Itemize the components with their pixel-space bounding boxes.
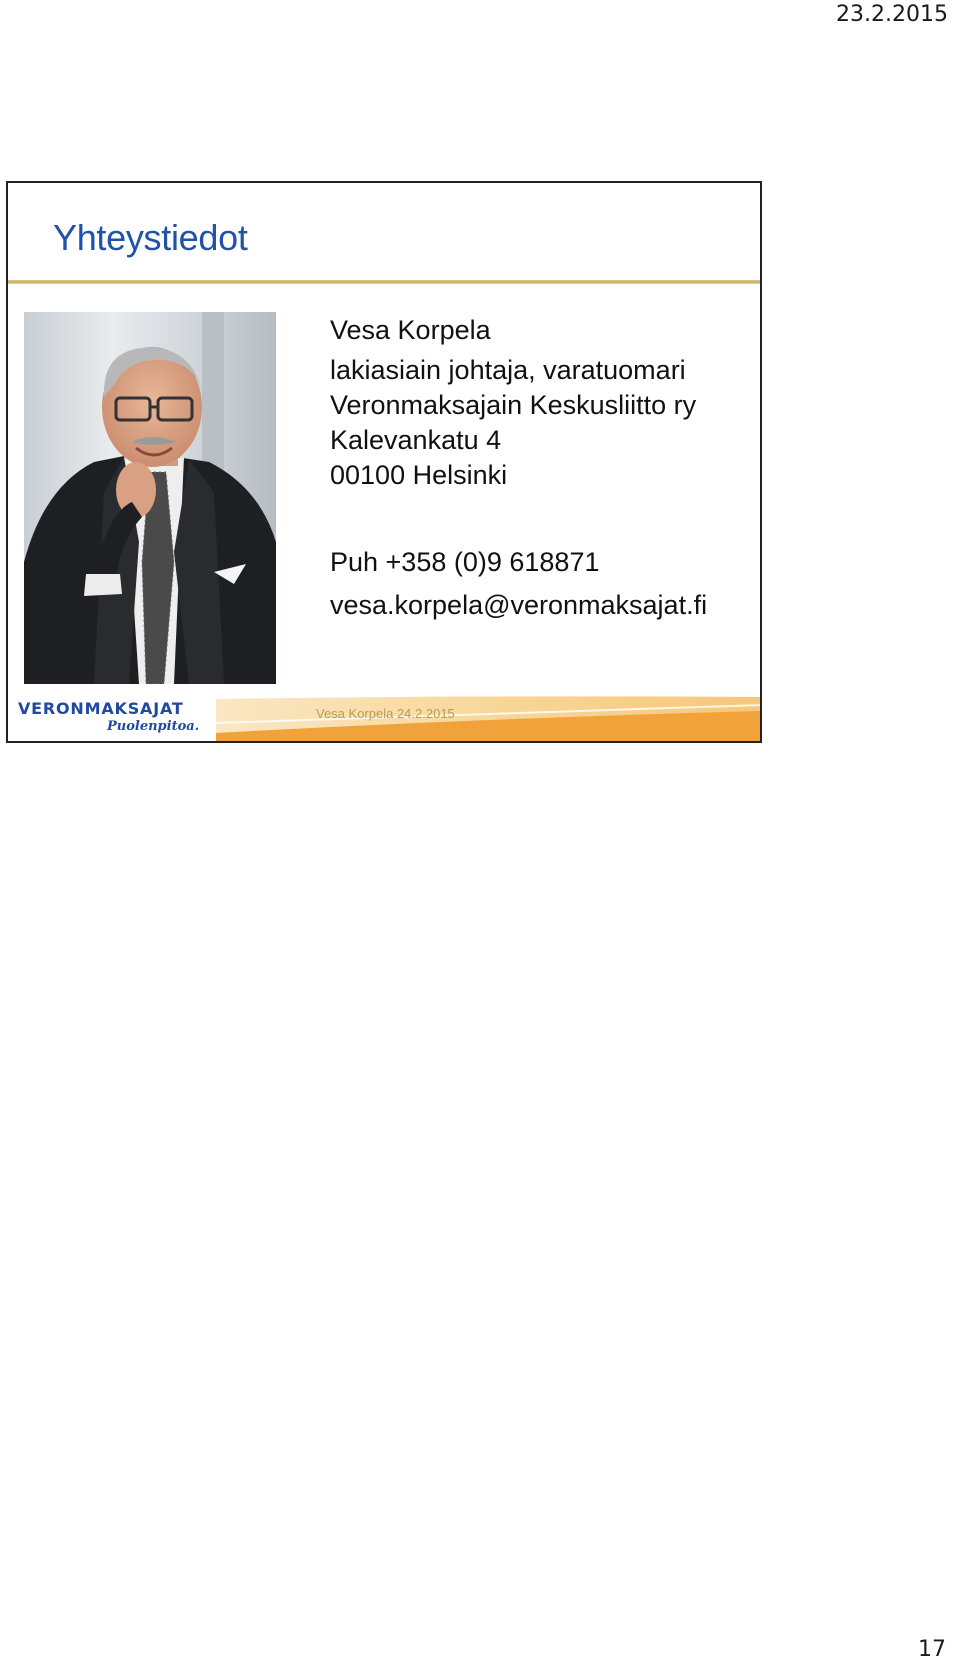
contact-email: vesa.korpela@veronmaksajat.fi — [330, 590, 708, 620]
veronmaksajat-logo — [18, 699, 208, 734]
contact-phone: Puh +358 (0)9 618871 — [330, 547, 600, 577]
contact-city: 00100 Helsinki — [330, 460, 508, 490]
logo-slogan: Puolenpitoa. — [107, 719, 200, 734]
contact-name: Vesa Korpela — [330, 315, 491, 345]
contact-organization: Veronmaksajain Keskusliitto ry — [330, 390, 697, 420]
slide-title: Yhteystiedot — [53, 217, 248, 258]
title-divider — [8, 280, 760, 284]
page-number: 17 — [918, 1637, 946, 1662]
contact-role: lakiasiain johtaja, varatuomari — [330, 355, 686, 385]
slide-footer — [8, 693, 760, 741]
slide — [6, 181, 762, 743]
footer-swoosh-graphic — [216, 693, 762, 741]
logo-wordmark: VERONMAKSAJAT — [18, 699, 184, 718]
page-date: 23.2.2015 — [836, 2, 948, 27]
contact-details — [330, 313, 707, 627]
contact-street: Kalevankatu 4 — [330, 425, 502, 455]
contact-spacer — [330, 493, 707, 541]
portrait-photo — [24, 312, 276, 684]
footer-author-date: Vesa Korpela 24.2.2015 — [316, 706, 455, 721]
